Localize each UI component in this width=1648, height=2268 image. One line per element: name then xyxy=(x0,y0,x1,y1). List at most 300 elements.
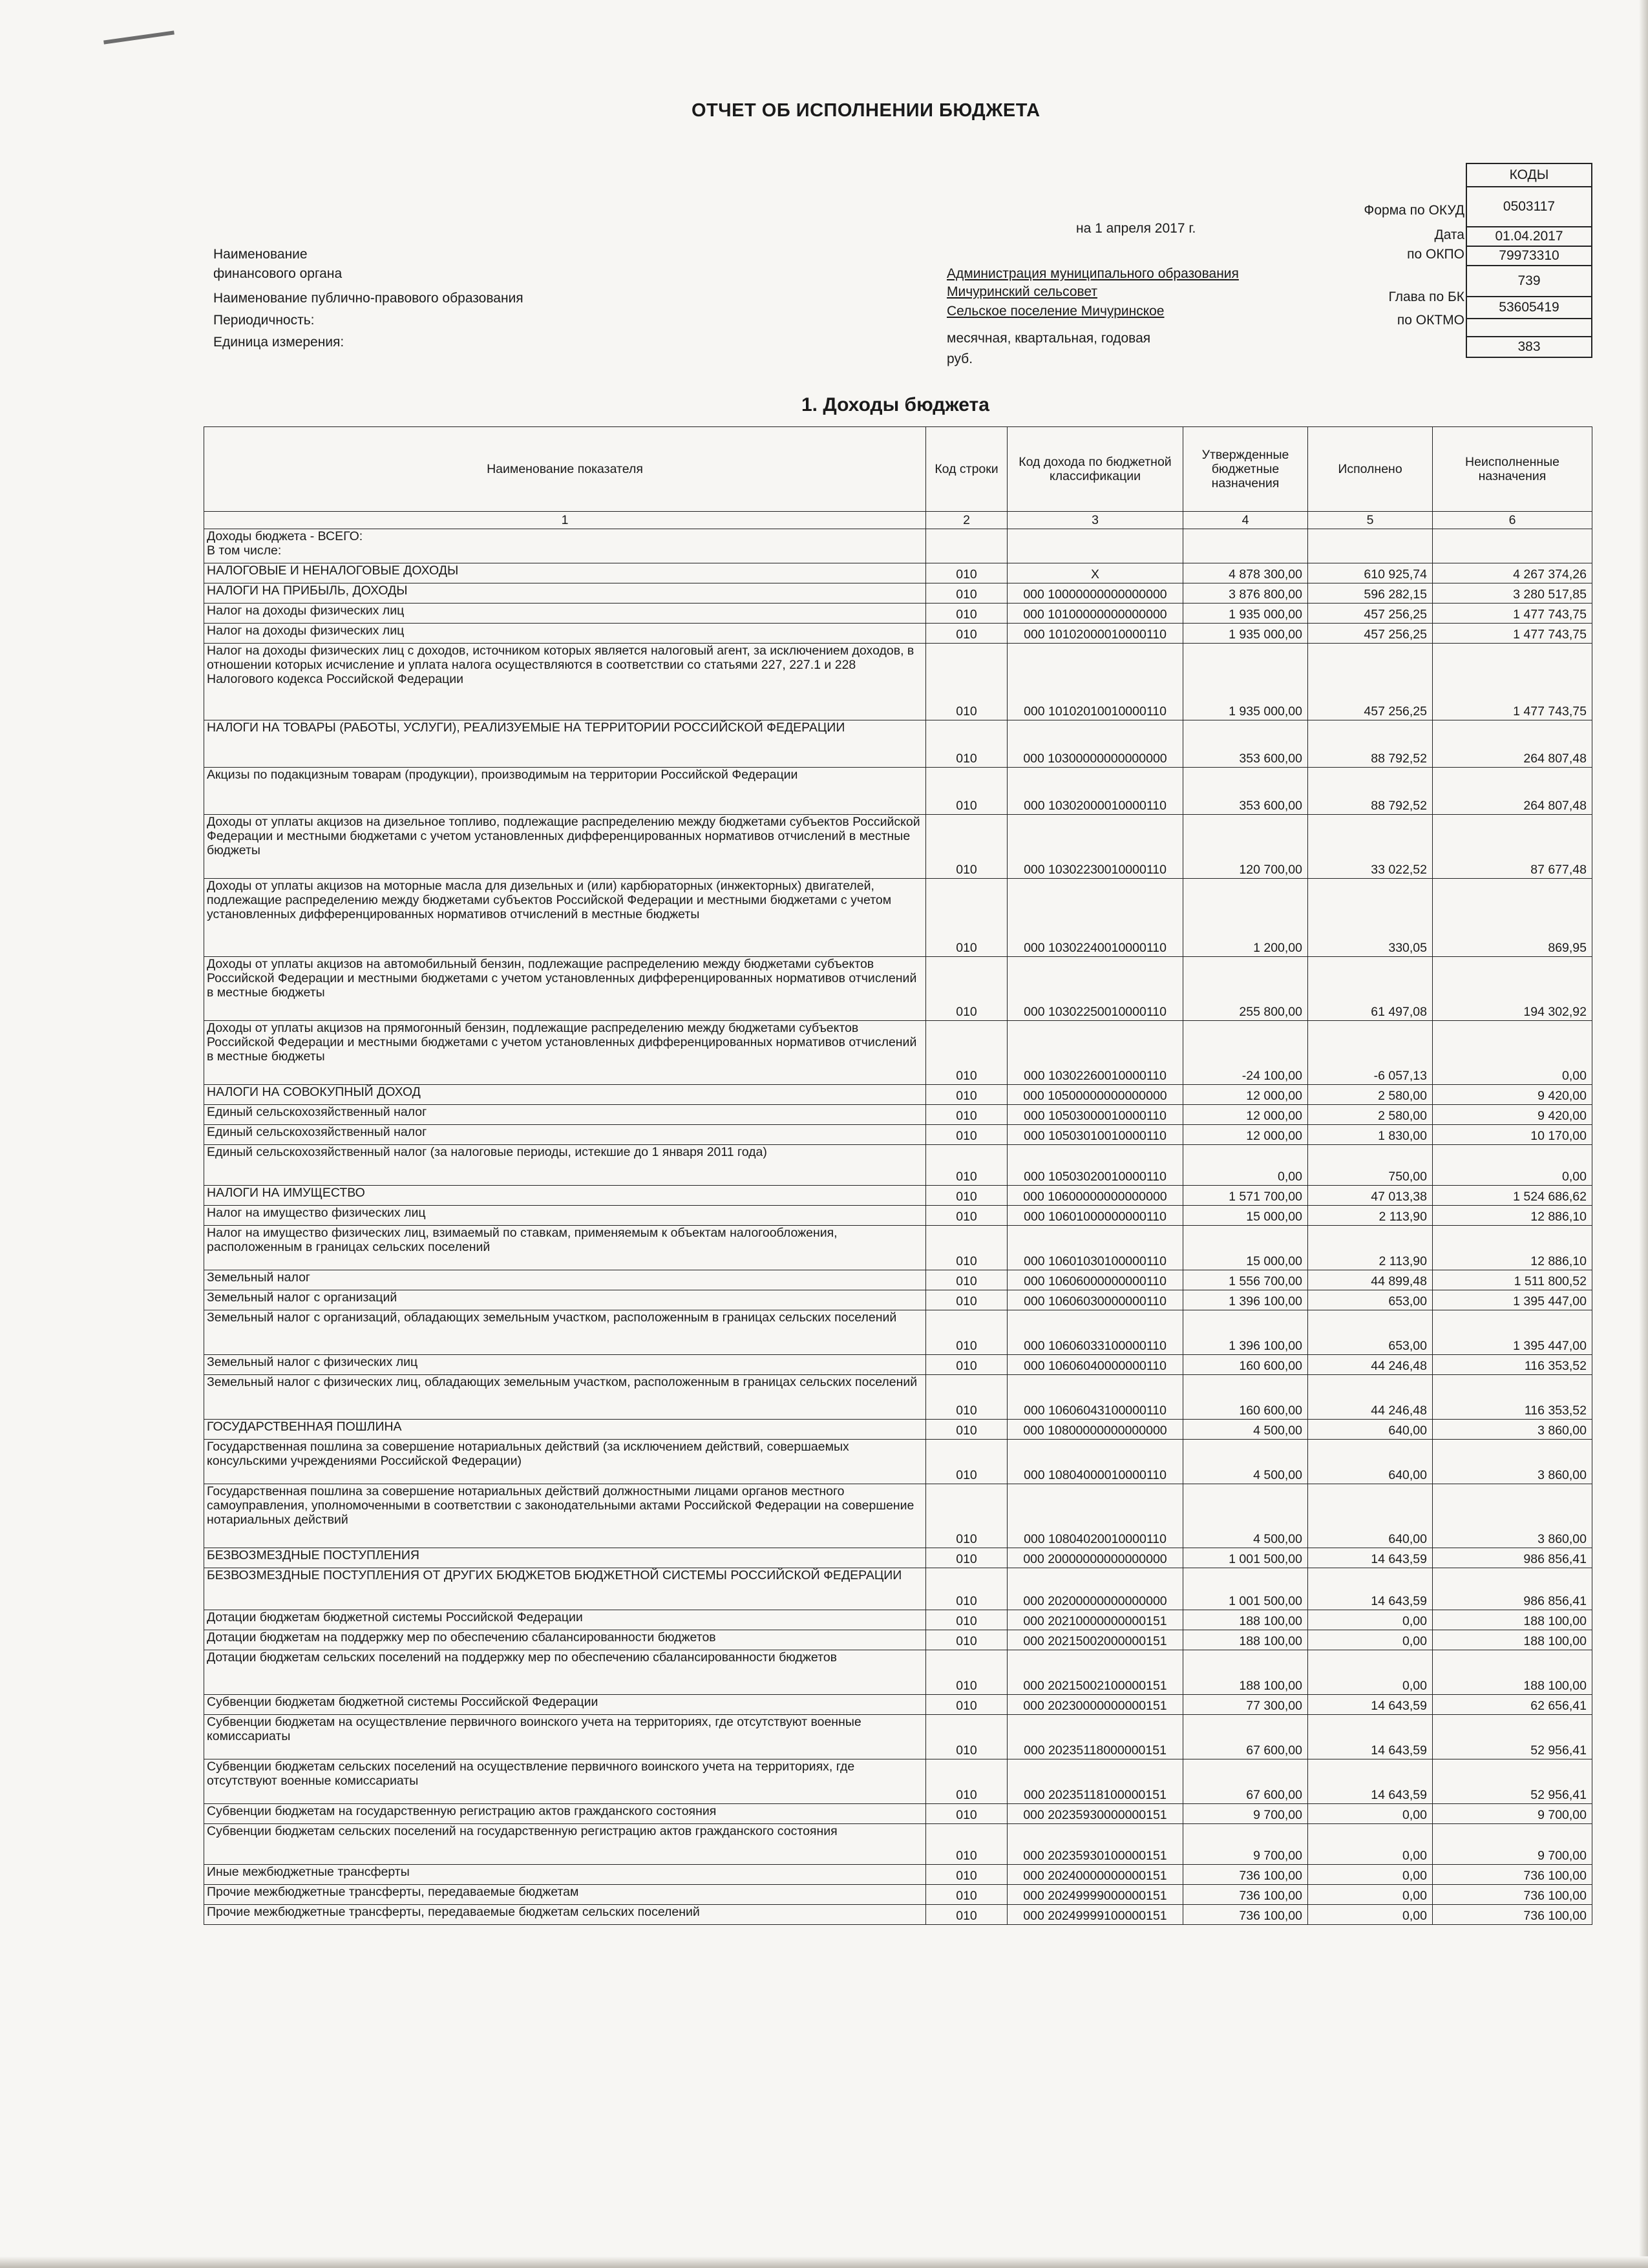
row-line-code: 010 xyxy=(926,815,1008,879)
row-budget-code: 000 10606043100000110 xyxy=(1008,1375,1183,1420)
row-name: Субвенции бюджетам на государственную регистрацию актов гражданского состояния xyxy=(204,1804,926,1824)
table-row xyxy=(204,1804,1592,1824)
row-approved: 1 935 000,00 xyxy=(1183,644,1308,720)
row-line-code: 010 xyxy=(926,563,1008,583)
row-approved: 15 000,00 xyxy=(1183,1226,1308,1270)
row-approved: 9 700,00 xyxy=(1183,1804,1308,1824)
table-row xyxy=(204,1420,1592,1440)
row-unexecuted: 0,00 xyxy=(1433,1145,1592,1186)
row-unexecuted: 188 100,00 xyxy=(1433,1650,1592,1695)
row-executed: 2 113,90 xyxy=(1308,1206,1433,1226)
oktmo-code: 53605419 xyxy=(1466,297,1592,319)
table-header-row xyxy=(204,427,1592,512)
col-header-executed: Исполнено xyxy=(1308,427,1433,512)
row-line-code: 010 xyxy=(926,879,1008,957)
table-row xyxy=(204,1226,1592,1270)
row-budget-code: 000 10302250010000110 xyxy=(1008,957,1183,1021)
row-executed: 0,00 xyxy=(1308,1610,1433,1630)
row-line-code: 010 xyxy=(926,604,1008,624)
row-executed: 14 643,59 xyxy=(1308,1568,1433,1610)
row-name: Доходы от уплаты акцизов на прямогонный бензин, подлежащие распределению между бюджетами субъектов Российской Федерации и местными бюджетами с учетом установленных дифференцированных нормативов отчислений в местные бюджеты xyxy=(204,1021,926,1085)
row-budget-code: 000 20235118100000151 xyxy=(1008,1759,1183,1804)
row-name: НАЛОГИ НА ПРИБЫЛЬ, ДОХОДЫ xyxy=(204,583,926,604)
row-line-code: 010 xyxy=(926,1105,1008,1125)
row-unexecuted: 1 524 686,62 xyxy=(1433,1186,1592,1206)
row-executed: 44 246,48 xyxy=(1308,1355,1433,1375)
codes-empty-cell xyxy=(1466,319,1592,337)
total-unexecuted-cell xyxy=(1433,529,1592,563)
row-executed: 14 643,59 xyxy=(1308,1759,1433,1804)
row-approved: 353 600,00 xyxy=(1183,720,1308,768)
row-name: Дотации бюджетам на поддержку мер по обеспечению сбалансированности бюджетов xyxy=(204,1630,926,1650)
row-unexecuted: 116 353,52 xyxy=(1433,1375,1592,1420)
unit-label: Единица измерения: xyxy=(213,335,344,350)
row-unexecuted: 4 267 374,26 xyxy=(1433,563,1592,583)
row-budget-code: 000 10302230010000110 xyxy=(1008,815,1183,879)
row-executed: 61 497,08 xyxy=(1308,957,1433,1021)
periodicity-value: месячная, квартальная, годовая xyxy=(947,331,1151,346)
row-budget-code: 000 20249999000000151 xyxy=(1008,1885,1183,1905)
scan-bottom-shadow xyxy=(0,2256,1648,2268)
row-budget-code: 000 20000000000000000 xyxy=(1008,1548,1183,1568)
row-executed: 640,00 xyxy=(1308,1484,1433,1548)
row-approved: 188 100,00 xyxy=(1183,1610,1308,1630)
codes-table xyxy=(1466,163,1592,358)
unit-code: 383 xyxy=(1466,337,1592,357)
table-row xyxy=(204,1759,1592,1804)
row-unexecuted: 3 860,00 xyxy=(1433,1440,1592,1484)
total-code-cell xyxy=(1008,529,1183,563)
row-executed: 0,00 xyxy=(1308,1630,1433,1650)
row-budget-code: 000 10302240010000110 xyxy=(1008,879,1183,957)
row-unexecuted: 0,00 xyxy=(1433,1021,1592,1085)
row-line-code: 010 xyxy=(926,1186,1008,1206)
row-approved: 4 500,00 xyxy=(1183,1484,1308,1548)
row-executed: -6 057,13 xyxy=(1308,1021,1433,1085)
row-unexecuted: 9 700,00 xyxy=(1433,1824,1592,1865)
row-line-code: 010 xyxy=(926,1610,1008,1630)
row-name: Доходы от уплаты акцизов на моторные масла для дизельных и (или) карбюраторных (инжекторных) двигателей, подлежащие распределению между бюджетами субъектов Российской Федерации и местными бюджетами с учетом установленных дифференцированных нормативов отчислений в местные бюджеты xyxy=(204,879,926,957)
table-row xyxy=(204,1375,1592,1420)
fin-org-label-1: Наименование xyxy=(213,247,308,262)
row-approved: 3 876 800,00 xyxy=(1183,583,1308,604)
row-unexecuted: 116 353,52 xyxy=(1433,1355,1592,1375)
scan-artifact-mark xyxy=(103,30,174,44)
row-line-code: 010 xyxy=(926,1630,1008,1650)
row-name: Налог на доходы физических лиц xyxy=(204,624,926,644)
col-number: 5 xyxy=(1308,512,1433,529)
row-executed: 44 246,48 xyxy=(1308,1375,1433,1420)
table-row xyxy=(204,1548,1592,1568)
table-row xyxy=(204,879,1592,957)
row-approved: 255 800,00 xyxy=(1183,957,1308,1021)
col-number: 1 xyxy=(204,512,926,529)
row-executed: 33 022,52 xyxy=(1308,815,1433,879)
row-unexecuted: 1 477 743,75 xyxy=(1433,624,1592,644)
col-number: 6 xyxy=(1433,512,1592,529)
okpo-code: 79973310 xyxy=(1466,246,1592,266)
public-entity-value: Сельское поселение Мичуринское xyxy=(947,304,1165,319)
row-executed: 457 256,25 xyxy=(1308,624,1433,644)
row-unexecuted: 188 100,00 xyxy=(1433,1610,1592,1630)
row-name: Земельный налог с организаций, обладающих земельным участком, расположенным в границах сельских поселений xyxy=(204,1310,926,1355)
row-executed: 457 256,25 xyxy=(1308,644,1433,720)
col-number: 2 xyxy=(926,512,1008,529)
report-date: на 1 апреля 2017 г. xyxy=(1076,221,1196,236)
row-approved: 4 878 300,00 xyxy=(1183,563,1308,583)
table-row xyxy=(204,1206,1592,1226)
row-line-code: 010 xyxy=(926,957,1008,1021)
row-name: Государственная пошлина за совершение нотариальных действий (за исключением действий, совершаемых консульскими учреждениями Российской Федерации) xyxy=(204,1440,926,1484)
row-name: Дотации бюджетам сельских поселений на поддержку мер по обеспечению сбалансированности бюджетов xyxy=(204,1650,926,1695)
row-approved: 736 100,00 xyxy=(1183,1885,1308,1905)
row-executed: 0,00 xyxy=(1308,1804,1433,1824)
row-approved: 67 600,00 xyxy=(1183,1715,1308,1759)
unit-value: руб. xyxy=(947,352,973,366)
table-row xyxy=(204,644,1592,720)
row-approved: 353 600,00 xyxy=(1183,768,1308,815)
row-budget-code: 000 10102000010000110 xyxy=(1008,624,1183,644)
row-approved: 67 600,00 xyxy=(1183,1759,1308,1804)
row-unexecuted: 736 100,00 xyxy=(1433,1865,1592,1885)
row-executed: 0,00 xyxy=(1308,1905,1433,1925)
table-row xyxy=(204,1905,1592,1925)
row-approved: 9 700,00 xyxy=(1183,1824,1308,1865)
row-unexecuted: 3 280 517,85 xyxy=(1433,583,1592,604)
bk-label: Глава по БК xyxy=(1388,289,1464,304)
row-line-code: 010 xyxy=(926,720,1008,768)
table-row xyxy=(204,1715,1592,1759)
row-unexecuted: 3 860,00 xyxy=(1433,1420,1592,1440)
okud-code: 0503117 xyxy=(1466,187,1592,227)
row-budget-code: X xyxy=(1008,563,1183,583)
row-unexecuted: 264 807,48 xyxy=(1433,768,1592,815)
col-header-unexecuted: Неисполненные назначения xyxy=(1433,427,1592,512)
row-approved: 120 700,00 xyxy=(1183,815,1308,879)
row-name: Единый сельскохозяйственный налог xyxy=(204,1105,926,1125)
report-title: ОТЧЕТ ОБ ИСПОЛНЕНИИ БЮДЖЕТА xyxy=(692,100,1041,121)
row-budget-code: 000 10102010010000110 xyxy=(1008,644,1183,720)
oktmo-label: по ОКТМО xyxy=(1397,313,1464,328)
row-unexecuted: 736 100,00 xyxy=(1433,1905,1592,1925)
fin-org-label-2: финансового органа xyxy=(213,266,343,281)
row-budget-code: 000 10606033100000110 xyxy=(1008,1310,1183,1355)
row-unexecuted: 9 420,00 xyxy=(1433,1105,1592,1125)
row-line-code: 010 xyxy=(926,1695,1008,1715)
row-line-code: 010 xyxy=(926,1021,1008,1085)
bk-code: 739 xyxy=(1466,266,1592,297)
row-executed: 44 899,48 xyxy=(1308,1270,1433,1290)
row-name: НАЛОГОВЫЕ И НЕНАЛОГОВЫЕ ДОХОДЫ xyxy=(204,563,926,583)
row-approved: 1 571 700,00 xyxy=(1183,1186,1308,1206)
row-line-code: 010 xyxy=(926,583,1008,604)
row-approved: 1 935 000,00 xyxy=(1183,604,1308,624)
row-name: Иные межбюджетные трансферты xyxy=(204,1865,926,1885)
row-line-code: 010 xyxy=(926,1355,1008,1375)
row-budget-code: 000 10804020010000110 xyxy=(1008,1484,1183,1548)
row-unexecuted: 736 100,00 xyxy=(1433,1885,1592,1905)
table-row xyxy=(204,1290,1592,1310)
row-approved: 15 000,00 xyxy=(1183,1206,1308,1226)
total-label: Доходы бюджета - ВСЕГО: xyxy=(207,529,363,543)
row-executed: 2 580,00 xyxy=(1308,1085,1433,1105)
row-name: НАЛОГИ НА СОВОКУПНЫЙ ДОХОД xyxy=(204,1085,926,1105)
revenue-table xyxy=(204,426,1592,1925)
row-budget-code: 000 10606030000000110 xyxy=(1008,1290,1183,1310)
date-code: 01.04.2017 xyxy=(1466,227,1592,246)
row-unexecuted: 1 477 743,75 xyxy=(1433,644,1592,720)
row-unexecuted: 264 807,48 xyxy=(1433,720,1592,768)
row-approved: 1 935 000,00 xyxy=(1183,624,1308,644)
row-budget-code: 000 10804000010000110 xyxy=(1008,1440,1183,1484)
row-approved: 736 100,00 xyxy=(1183,1865,1308,1885)
table-row xyxy=(204,815,1592,879)
row-executed: 1 830,00 xyxy=(1308,1125,1433,1145)
row-approved: 1 001 500,00 xyxy=(1183,1568,1308,1610)
table-row xyxy=(204,583,1592,604)
row-line-code: 010 xyxy=(926,1420,1008,1440)
row-name: Земельный налог xyxy=(204,1270,926,1290)
row-executed: 0,00 xyxy=(1308,1650,1433,1695)
total-row xyxy=(204,529,1592,563)
row-name: Налог на имущество физических лиц xyxy=(204,1206,926,1226)
row-line-code: 010 xyxy=(926,1905,1008,1925)
table-row xyxy=(204,1650,1592,1695)
row-budget-code: 000 20249999100000151 xyxy=(1008,1905,1183,1925)
row-budget-code: 000 20210000000000151 xyxy=(1008,1610,1183,1630)
table-row xyxy=(204,1824,1592,1865)
row-line-code: 010 xyxy=(926,1226,1008,1270)
fin-org-value-1: Администрация муниципального образования xyxy=(947,266,1239,281)
table-row xyxy=(204,1125,1592,1145)
row-name: БЕЗВОЗМЕЗДНЫЕ ПОСТУПЛЕНИЯ xyxy=(204,1548,926,1568)
table-row xyxy=(204,957,1592,1021)
row-unexecuted: 188 100,00 xyxy=(1433,1630,1592,1650)
column-number-row xyxy=(204,512,1592,529)
row-executed: 610 925,74 xyxy=(1308,563,1433,583)
row-line-code: 010 xyxy=(926,1865,1008,1885)
row-approved: 1 396 100,00 xyxy=(1183,1310,1308,1355)
row-executed: 750,00 xyxy=(1308,1145,1433,1186)
row-approved: 77 300,00 xyxy=(1183,1695,1308,1715)
row-approved: 1 556 700,00 xyxy=(1183,1270,1308,1290)
row-budget-code: 000 20230000000000151 xyxy=(1008,1695,1183,1715)
section-title: 1. Доходы бюджета xyxy=(801,394,989,415)
row-budget-code: 000 10503000010000110 xyxy=(1008,1105,1183,1125)
row-name: Налог на доходы физических лиц с доходов, источником которых является налоговый агент, за исключением доходов, в отношении которых исчисление и уплата налога осуществляются в соответствии со статьями 227, 227.1 и 228 Налогового кодекса Российской Федерации xyxy=(204,644,926,720)
row-budget-code: 000 20200000000000000 xyxy=(1008,1568,1183,1610)
row-line-code: 010 xyxy=(926,1715,1008,1759)
row-line-code: 010 xyxy=(926,1310,1008,1355)
fin-org-value-2: Мичуринский сельсовет xyxy=(947,284,1098,299)
row-executed: 14 643,59 xyxy=(1308,1695,1433,1715)
row-approved: 736 100,00 xyxy=(1183,1905,1308,1925)
row-approved: 160 600,00 xyxy=(1183,1375,1308,1420)
row-name: БЕЗВОЗМЕЗДНЫЕ ПОСТУПЛЕНИЯ ОТ ДРУГИХ БЮДЖЕТОВ БЮДЖЕТНОЙ СИСТЕМЫ РОССИЙСКОЙ ФЕДЕРАЦИИ xyxy=(204,1568,926,1610)
row-executed: 0,00 xyxy=(1308,1865,1433,1885)
row-name: Дотации бюджетам бюджетной системы Российской Федерации xyxy=(204,1610,926,1630)
row-budget-code: 000 10302260010000110 xyxy=(1008,1021,1183,1085)
row-line-code: 010 xyxy=(926,1548,1008,1568)
col-number: 4 xyxy=(1183,512,1308,529)
row-name: Налог на доходы физических лиц xyxy=(204,604,926,624)
row-approved: 188 100,00 xyxy=(1183,1650,1308,1695)
row-budget-code: 000 10600000000000000 xyxy=(1008,1186,1183,1206)
row-approved: 1 200,00 xyxy=(1183,879,1308,957)
total-approved-cell xyxy=(1183,529,1308,563)
row-unexecuted: 9 700,00 xyxy=(1433,1804,1592,1824)
row-budget-code: 000 10503010010000110 xyxy=(1008,1125,1183,1145)
row-line-code: 010 xyxy=(926,1270,1008,1290)
row-executed: 88 792,52 xyxy=(1308,720,1433,768)
row-budget-code: 000 10302000010000110 xyxy=(1008,768,1183,815)
row-name: Доходы от уплаты акцизов на дизельное топливо, подлежащие распределению между бюджетами субъектов Российской Федерации и местными бюджетами с учетом установленных дифференцированных нормативов отчислений в местные бюджеты xyxy=(204,815,926,879)
row-line-code: 010 xyxy=(926,1375,1008,1420)
row-line-code: 010 xyxy=(926,1145,1008,1186)
row-name: Субвенции бюджетам на осуществление первичного воинского учета на территориях, где отсутствуют военные комиссариаты xyxy=(204,1715,926,1759)
row-approved: 4 500,00 xyxy=(1183,1420,1308,1440)
row-budget-code: 000 20235930000000151 xyxy=(1008,1804,1183,1824)
row-line-code: 010 xyxy=(926,1206,1008,1226)
table-row xyxy=(204,1865,1592,1885)
row-executed: 0,00 xyxy=(1308,1885,1433,1905)
row-budget-code: 000 10601000000000110 xyxy=(1008,1206,1183,1226)
date-label: Дата xyxy=(1434,227,1464,242)
row-executed: 14 643,59 xyxy=(1308,1715,1433,1759)
row-unexecuted: 1 395 447,00 xyxy=(1433,1310,1592,1355)
table-body xyxy=(204,529,1592,1925)
row-name: НАЛОГИ НА ИМУЩЕСТВО xyxy=(204,1186,926,1206)
row-executed: 653,00 xyxy=(1308,1290,1433,1310)
row-name: ГОСУДАРСТВЕННАЯ ПОШЛИНА xyxy=(204,1420,926,1440)
okud-label: Форма по ОКУД xyxy=(1364,203,1464,218)
row-line-code: 010 xyxy=(926,1568,1008,1610)
table-row xyxy=(204,720,1592,768)
table-row xyxy=(204,1440,1592,1484)
scan-edge-shadow xyxy=(1639,0,1648,2268)
col-header-approved: Утвержденные бюджетные назначения xyxy=(1183,427,1308,512)
row-approved: 12 000,00 xyxy=(1183,1125,1308,1145)
row-budget-code: 000 20215002100000151 xyxy=(1008,1650,1183,1695)
row-unexecuted: 9 420,00 xyxy=(1433,1085,1592,1105)
row-name: Субвенции бюджетам сельских поселений на осуществление первичного воинского учета на территориях, где отсутствуют военные комиссариаты xyxy=(204,1759,926,1804)
row-executed: 2 580,00 xyxy=(1308,1105,1433,1125)
table-row xyxy=(204,1310,1592,1355)
row-approved: 1 001 500,00 xyxy=(1183,1548,1308,1568)
row-name: Единый сельскохозяйственный налог xyxy=(204,1125,926,1145)
row-approved: 188 100,00 xyxy=(1183,1630,1308,1650)
row-line-code: 010 xyxy=(926,1804,1008,1824)
row-budget-code: 000 20240000000000151 xyxy=(1008,1865,1183,1885)
row-budget-code: 000 20235118000000151 xyxy=(1008,1715,1183,1759)
table-row xyxy=(204,768,1592,815)
row-unexecuted: 52 956,41 xyxy=(1433,1715,1592,1759)
row-approved: 160 600,00 xyxy=(1183,1355,1308,1375)
row-unexecuted: 1 477 743,75 xyxy=(1433,604,1592,624)
table-row xyxy=(204,1186,1592,1206)
row-approved: 1 396 100,00 xyxy=(1183,1290,1308,1310)
row-name: Налог на имущество физических лиц, взимаемый по ставкам, применяемым к объектам налогообложения, расположенным в границах сельских поселений xyxy=(204,1226,926,1270)
row-unexecuted: 1 395 447,00 xyxy=(1433,1290,1592,1310)
public-entity-label: Наименование публично-правового образования xyxy=(213,291,523,306)
row-line-code: 010 xyxy=(926,1885,1008,1905)
row-unexecuted: 87 677,48 xyxy=(1433,815,1592,879)
col-number: 3 xyxy=(1008,512,1183,529)
row-budget-code: 000 10601030100000110 xyxy=(1008,1226,1183,1270)
row-executed: 88 792,52 xyxy=(1308,768,1433,815)
table-row xyxy=(204,1885,1592,1905)
row-line-code: 010 xyxy=(926,1484,1008,1548)
row-executed: 2 113,90 xyxy=(1308,1226,1433,1270)
row-name: Единый сельскохозяйственный налог (за налоговые периоды, истекшие до 1 января 2011 года) xyxy=(204,1145,926,1186)
row-name: Акцизы по подакцизным товарам (продукции), производимым на территории Российской Федерации xyxy=(204,768,926,815)
row-name: Доходы от уплаты акцизов на автомобильный бензин, подлежащие распределению между бюджетами субъектов Российской Федерации и местными бюджетами с учетом установленных дифференцированных нормативов отчислений в местные бюджеты xyxy=(204,957,926,1021)
row-unexecuted: 62 656,41 xyxy=(1433,1695,1592,1715)
total-line-cell xyxy=(926,529,1008,563)
row-executed: 457 256,25 xyxy=(1308,604,1433,624)
row-executed: 596 282,15 xyxy=(1308,583,1433,604)
table-row xyxy=(204,563,1592,583)
col-header-line: Код строки xyxy=(926,427,1008,512)
row-budget-code: 000 20235930100000151 xyxy=(1008,1824,1183,1865)
row-name: Государственная пошлина за совершение нотариальных действий должностными лицами органов местного самоуправления, уполномоченными в соответствии с законодательными актами Российской Федерации на совершение нотариальных действий xyxy=(204,1484,926,1548)
row-approved: 12 000,00 xyxy=(1183,1085,1308,1105)
table-row xyxy=(204,1484,1592,1548)
row-executed: 14 643,59 xyxy=(1308,1548,1433,1568)
row-budget-code: 000 10300000000000000 xyxy=(1008,720,1183,768)
row-line-code: 010 xyxy=(926,1085,1008,1105)
row-executed: 330,05 xyxy=(1308,879,1433,957)
table-row xyxy=(204,1270,1592,1290)
including-label: В том числе: xyxy=(207,543,282,558)
table-row xyxy=(204,1105,1592,1125)
row-budget-code: 000 10000000000000000 xyxy=(1008,583,1183,604)
row-unexecuted: 10 170,00 xyxy=(1433,1125,1592,1145)
row-executed: 47 013,38 xyxy=(1308,1186,1433,1206)
row-budget-code: 000 10606040000000110 xyxy=(1008,1355,1183,1375)
row-name: НАЛОГИ НА ТОВАРЫ (РАБОТЫ, УСЛУГИ), РЕАЛИЗУЕМЫЕ НА ТЕРРИТОРИИ РОССИЙСКОЙ ФЕДЕРАЦИИ xyxy=(204,720,926,768)
total-row-name xyxy=(204,529,926,563)
table-row xyxy=(204,1021,1592,1085)
table-row xyxy=(204,1568,1592,1610)
row-line-code: 010 xyxy=(926,1290,1008,1310)
row-name: Прочие межбюджетные трансферты, передаваемые бюджетам сельских поселений xyxy=(204,1905,926,1925)
table-row xyxy=(204,1610,1592,1630)
row-unexecuted: 1 511 800,52 xyxy=(1433,1270,1592,1290)
row-line-code: 010 xyxy=(926,1125,1008,1145)
table-row xyxy=(204,1630,1592,1650)
row-name: Прочие межбюджетные трансферты, передаваемые бюджетам xyxy=(204,1885,926,1905)
col-header-name: Наименование показателя xyxy=(204,427,926,512)
row-unexecuted: 12 886,10 xyxy=(1433,1206,1592,1226)
row-line-code: 010 xyxy=(926,1759,1008,1804)
row-budget-code: 000 10800000000000000 xyxy=(1008,1420,1183,1440)
row-budget-code: 000 20215002000000151 xyxy=(1008,1630,1183,1650)
table-row xyxy=(204,1145,1592,1186)
col-header-code: Код дохода по бюджетной классификации xyxy=(1008,427,1183,512)
row-approved: 4 500,00 xyxy=(1183,1440,1308,1484)
row-budget-code: 000 10503020010000110 xyxy=(1008,1145,1183,1186)
row-budget-code: 000 10606000000000110 xyxy=(1008,1270,1183,1290)
table-row xyxy=(204,1085,1592,1105)
row-unexecuted: 12 886,10 xyxy=(1433,1226,1592,1270)
row-executed: 640,00 xyxy=(1308,1420,1433,1440)
row-line-code: 010 xyxy=(926,768,1008,815)
row-name: Земельный налог с организаций xyxy=(204,1290,926,1310)
row-budget-code: 000 10500000000000000 xyxy=(1008,1085,1183,1105)
okpo-label: по ОКПО xyxy=(1407,247,1464,262)
row-unexecuted: 3 860,00 xyxy=(1433,1484,1592,1548)
